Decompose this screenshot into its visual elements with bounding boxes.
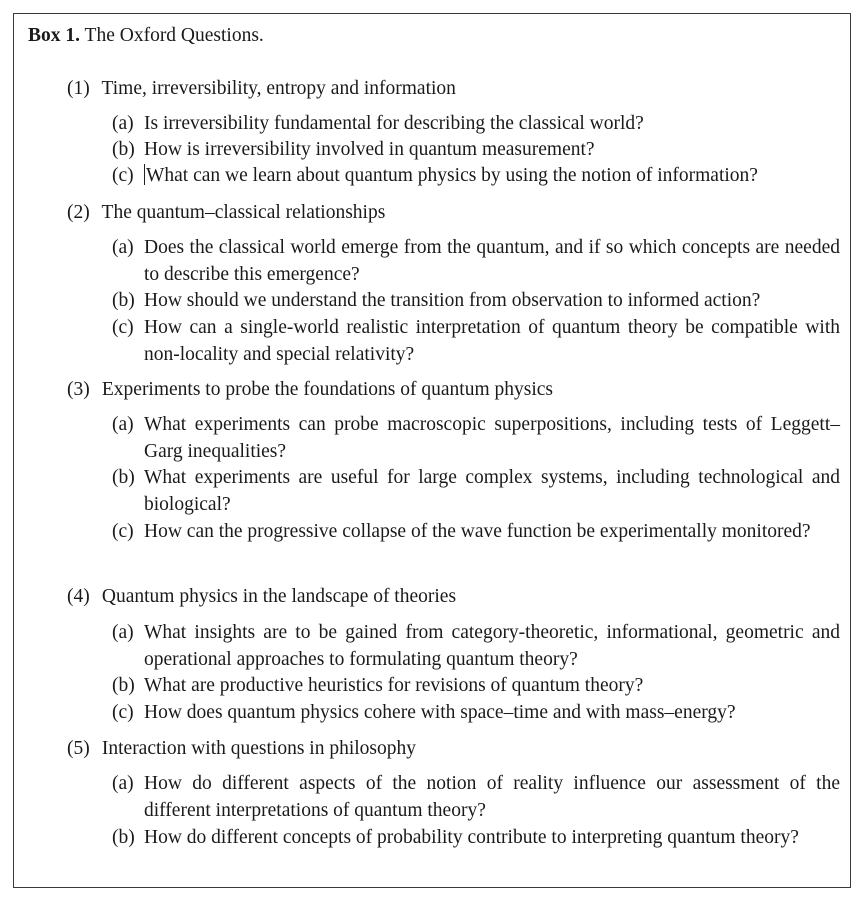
question-5a <box>112 771 840 824</box>
question-text: How can a single-world realistic interpretation of quantum theory be compatible with non-locality and special relativity? <box>144 317 840 365</box>
oxford-questions-box <box>13 13 851 888</box>
section-number: (4) <box>67 586 90 607</box>
question-text: Does the classical world emerge from the quantum, and if so which concepts are needed to describe this emergence? <box>144 237 840 285</box>
question-2a <box>112 235 840 288</box>
question-text: How is irreversibility involved in quantum measurement? <box>144 139 595 160</box>
section-title: Interaction with questions in philosophy <box>101 738 417 759</box>
section-heading-1 <box>67 76 456 102</box>
question-text: How do different aspects of the notion of reality influence our assessment of the different interpretations of quantum theory? <box>144 773 840 821</box>
question-2b <box>112 288 840 315</box>
question-4a <box>112 620 840 673</box>
question-text: How does quantum physics cohere with space–time and with mass–energy? <box>144 702 736 723</box>
question-label: (b) <box>112 675 135 696</box>
question-text: What insights are to be gained from category-theoretic, informational, geometric and operational approaches to formulating quantum theory? <box>144 622 840 670</box>
text-cursor <box>144 164 145 185</box>
question-1c <box>112 163 840 190</box>
question-label: (b) <box>112 827 135 848</box>
question-4b <box>112 673 840 700</box>
section-heading-5 <box>67 736 416 762</box>
section-title: Experiments to probe the foundations of quantum physics <box>101 379 554 400</box>
question-3b <box>112 465 840 518</box>
section-number: (5) <box>67 738 90 759</box>
question-label: (c) <box>112 521 134 542</box>
section-number: (1) <box>67 78 90 99</box>
box-label: Box 1. <box>28 25 81 46</box>
question-label: (a) <box>112 773 134 794</box>
question-3a <box>112 412 840 465</box>
question-text: How can the progressive collapse of the wave function be experimentally monitored? <box>144 521 811 542</box>
question-4c <box>112 700 840 727</box>
question-label: (c) <box>112 165 134 186</box>
question-label: (b) <box>112 467 135 488</box>
question-label: (a) <box>112 237 134 258</box>
section-number: (2) <box>67 202 90 223</box>
question-label: (c) <box>112 317 134 338</box>
question-1a <box>112 111 840 138</box>
question-text: What are productive heuristics for revisions of quantum theory? <box>144 675 644 696</box>
section-number: (3) <box>67 379 90 400</box>
question-label: (a) <box>112 414 134 435</box>
section-title: The quantum–classical relationships <box>101 202 386 223</box>
question-1b <box>112 137 840 164</box>
question-text: How should we understand the transition from observation to informed action? <box>144 290 761 311</box>
question-label: (c) <box>112 702 134 723</box>
question-text: What experiments are useful for large complex systems, including technological and biological? <box>144 467 840 515</box>
section-title: Quantum physics in the landscape of theories <box>101 586 457 607</box>
question-3c <box>112 519 840 546</box>
question-5b <box>112 825 840 852</box>
question-label: (a) <box>112 622 134 643</box>
question-2c <box>112 315 840 368</box>
question-text: What can we learn about quantum physics by using the notion of information? <box>146 165 758 186</box>
question-text-wrapper <box>144 163 840 190</box>
section-heading-3 <box>67 377 553 403</box>
section-title: Time, irreversibility, entropy and information <box>101 78 456 99</box>
question-text: What experiments can probe macroscopic superpositions, including tests of Leggett–Garg inequalities? <box>144 414 840 462</box>
box-title <box>28 23 264 49</box>
question-label: (a) <box>112 113 134 134</box>
question-text: Is irreversibility fundamental for describing the classical world? <box>144 113 644 134</box>
box-title-text: The Oxford Questions. <box>84 25 264 46</box>
section-heading-4 <box>67 584 456 610</box>
section-heading-2 <box>67 200 385 226</box>
question-label: (b) <box>112 290 135 311</box>
question-text: How do different concepts of probability contribute to interpreting quantum theory? <box>144 827 799 848</box>
question-label: (b) <box>112 139 135 160</box>
